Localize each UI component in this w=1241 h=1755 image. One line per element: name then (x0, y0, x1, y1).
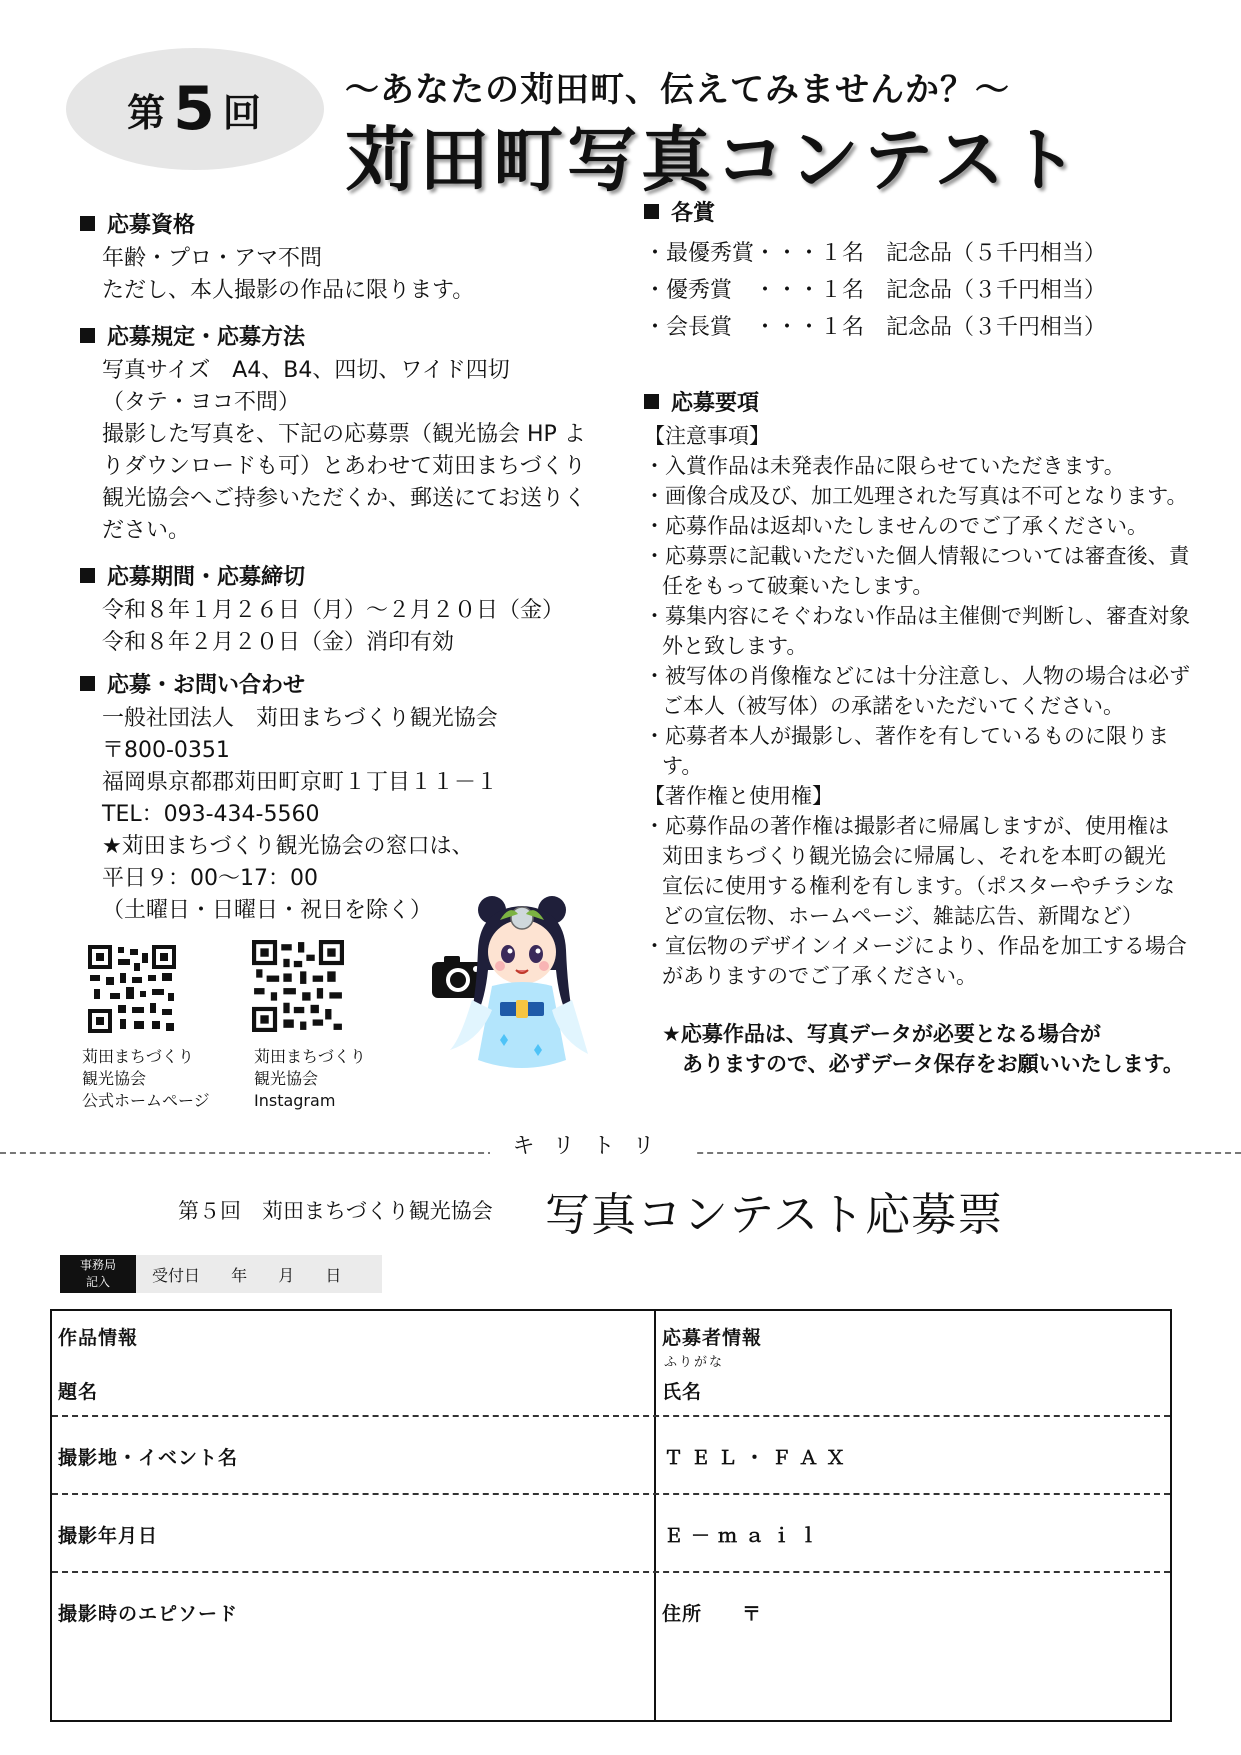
guidelines-section (644, 386, 1190, 1079)
rules-line: りダウンロードも可）とあわせて苅田まちづくり (102, 454, 586, 479)
notes-label: 【注意事項】 (644, 424, 770, 448)
office-use-box (60, 1255, 382, 1293)
rules-line: 撮影した写真を、下記の応募票（観光協会 HP よ (102, 422, 586, 447)
qr-code-icon (88, 945, 176, 1033)
form-column-divider (654, 1311, 656, 1720)
form-title: 写真コンテスト応募票 (545, 1188, 1004, 1241)
website-qr-code[interactable] (88, 945, 176, 1033)
note-line: ご本人（被写体）の承諾をいただいてください。 (662, 694, 1124, 718)
episode-field[interactable]: 撮影時のエピソード (58, 1603, 239, 1625)
contact-line: TEL：093-434-5560 (102, 802, 320, 827)
contact-line: 一般社団法人 苅田まちづくり観光協会 (102, 706, 498, 731)
note-line: ・画像合成及び、加工処理された写真は不可となります。 (644, 484, 1188, 508)
note-line: ・被写体の肖像権などには十分注意し、人物の場合は必ず (644, 664, 1190, 688)
period-section (80, 560, 564, 659)
name-field[interactable]: 氏名 (662, 1381, 703, 1403)
copyright-line: 苅田まちづくり観光協会に帰属し、それを本町の観光 (662, 844, 1166, 868)
square-bullet-icon (80, 568, 95, 583)
badge-suffix: 回 (222, 90, 263, 135)
contact-line: ★苅田まちづくり観光協会の窓口は、 (102, 834, 474, 859)
work-title-field[interactable]: 題名 (58, 1381, 99, 1403)
furigana-label: ふりがな (664, 1355, 725, 1370)
cut-label: キリトリ (490, 1129, 695, 1160)
copyright-line: がありますのでご了承ください。 (662, 964, 977, 988)
period-line: 令和８年２月２０日（金）消印有効 (102, 630, 455, 655)
copyright-line: ・応募作品の著作権は撮影者に帰属しますが、使用権は (644, 814, 1169, 838)
awards-heading: 各賞 (644, 196, 1106, 227)
contact-line: 平日９：00～17：00 (102, 866, 318, 891)
eligibility-heading: 応募資格 (80, 208, 474, 239)
mascot-illustration (430, 890, 590, 1080)
form-row-divider (52, 1415, 1170, 1417)
copyright-label: 【著作権と使用権】 (644, 784, 833, 808)
contact-line: （土曜日・日曜日・祝日を除く） (102, 898, 433, 923)
form-row-divider (52, 1571, 1170, 1573)
email-field[interactable]: Ｅ－ｍａｉｌ (664, 1525, 827, 1547)
note-line: 任をもって破棄いたします。 (662, 574, 934, 598)
contact-section (80, 668, 498, 927)
note-line: す。 (662, 754, 703, 778)
address-field[interactable]: 住所 〒 (662, 1603, 763, 1625)
page-title: 苅田町写真コンテスト (345, 119, 1083, 201)
eligibility-line: 年齢・プロ・アマ不問 (102, 246, 323, 271)
award-line: ・優秀賞 ・・・１名 記念品（３千円相当） (644, 278, 1107, 303)
data-note-line: ありますので、必ずデータ保存をお願いいたします。 (682, 1052, 1184, 1076)
rules-section (80, 320, 586, 547)
office-fields (152, 1263, 367, 1286)
note-line: ・入賞作品は未発表作品に限らせていただきます。 (644, 454, 1125, 478)
note-line: 外と致します。 (662, 634, 808, 658)
received-date-label: 受付日 (152, 1266, 201, 1285)
award-line: ・会長賞 ・・・１名 記念品（３千円相当） (644, 315, 1107, 340)
note-line: ・応募者本人が撮影し、著作を有しているものに限りま (644, 724, 1169, 748)
period-line: 令和８年１月２６日（月）～２月２０日（金） (102, 598, 565, 623)
tel-fax-field[interactable]: ＴＥＬ・ＦＡＸ (664, 1447, 854, 1469)
contact-line: 〒800-0351 (102, 738, 230, 763)
rules-line: 写真サイズ A4、B4、四切、ワイド四切 (102, 358, 510, 383)
day-label: 日 (325, 1266, 342, 1285)
entry-form (50, 1309, 1172, 1722)
month-label: 月 (278, 1266, 295, 1285)
square-bullet-icon (80, 676, 95, 691)
award-line: ・最優秀賞・・・１名 記念品（５千円相当） (644, 241, 1107, 266)
square-bullet-icon (644, 394, 659, 409)
qr-code-icon (252, 940, 344, 1032)
copyright-line: 宣伝に使用する権利を有します。（ポスターやチラシな (662, 874, 1175, 898)
contact-heading: 応募・お問い合わせ (80, 668, 498, 699)
note-line: ・募集内容にそぐわない作品は主催側で判断し、審査対象 (644, 604, 1190, 628)
applicant-info-label: 応募者情報 (662, 1327, 763, 1349)
guidelines-heading: 応募要項 (644, 386, 1190, 417)
note-line: ・応募作品は返却いたしませんのでご了承ください。 (644, 514, 1148, 538)
contact-line: 福岡県京都郡苅田町京町１丁目１１－１ (102, 770, 499, 795)
work-info-label: 作品情報 (58, 1327, 139, 1349)
square-bullet-icon (80, 328, 95, 343)
awards-section (644, 196, 1106, 346)
qr-caption-instagram: 苅田まちづくり 観光協会 Instagram (254, 1047, 366, 1110)
copyright-line: どの宣伝物、ホームページ、雑誌広告、新聞など） (662, 904, 1143, 928)
copyright-line: ・宣伝物のデザインイメージにより、作品を加工する場合 (644, 934, 1187, 958)
qr-caption-website: 苅田まちづくり 観光協会 公式ホームページ (82, 1047, 210, 1110)
year-label: 年 (231, 1266, 248, 1285)
rules-line: （タテ・ヨコ不問） (102, 390, 301, 415)
rules-heading: 応募規定・応募方法 (80, 320, 586, 351)
square-bullet-icon (644, 204, 659, 219)
note-line: ・応募票に記載いただいた個人情報については審査後、責 (644, 544, 1190, 568)
data-note-line: ★応募作品は、写真データが必要となる場合が (662, 1022, 1101, 1046)
office-use-tag: 事務局 記入 (60, 1255, 136, 1293)
eligibility-section (80, 208, 474, 307)
square-bullet-icon (80, 216, 95, 231)
instagram-qr-code[interactable] (252, 940, 344, 1032)
form-row-divider (52, 1493, 1170, 1495)
rules-line: 観光協会へご持参いただくか、郵送にてお送りく (102, 486, 587, 511)
period-heading: 応募期間・応募締切 (80, 560, 564, 591)
edition-badge (66, 48, 324, 170)
shoot-date-field[interactable]: 撮影年月日 (58, 1525, 159, 1547)
eligibility-line: ただし、本人撮影の作品に限ります。 (102, 278, 475, 303)
location-field[interactable]: 撮影地・イベント名 (58, 1447, 239, 1469)
form-organizer: 第５回 苅田まちづくり観光協会 (178, 1199, 493, 1223)
rules-line: ださい。 (102, 518, 191, 543)
badge-prefix: 第 (127, 90, 168, 135)
subtitle: ～あなたの苅田町、伝えてみませんか？～ (345, 70, 1010, 110)
badge-number: 5 (173, 74, 217, 144)
